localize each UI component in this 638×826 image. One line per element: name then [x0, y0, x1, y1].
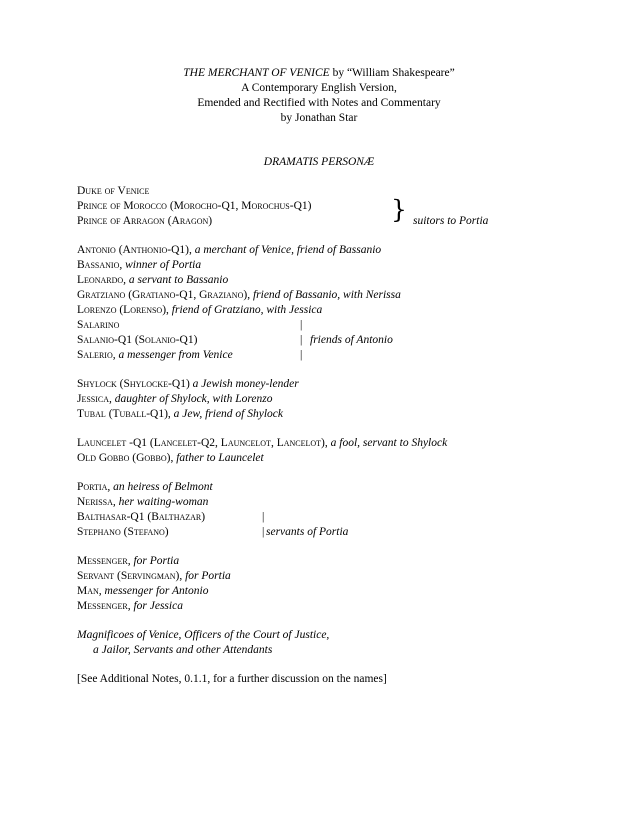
title-line	[0, 66, 638, 81]
additional-notes-reference: [See Additional Notes, 0.1.1, for a further discussion on the names]	[77, 673, 387, 685]
character-salerio	[77, 348, 233, 363]
character-name: Leonardo	[77, 274, 124, 286]
character-balthasar	[77, 510, 205, 525]
suitors-note: suitors to Portia	[413, 215, 489, 227]
character-antonio	[77, 243, 381, 258]
character-alt-names: (Solanio-Q1)	[131, 334, 198, 346]
character-description: a merchant of Venice, friend of Bassanio	[194, 244, 382, 256]
character-alt-names: (Gratiano-Q1, Graziano),	[125, 289, 253, 301]
character-name: Lorenzo	[77, 304, 117, 316]
character-servant	[77, 569, 231, 584]
character-name: Launcelet	[77, 437, 127, 449]
character-description: , an heiress of Belmont	[107, 481, 213, 493]
character-name: Tubal	[77, 408, 106, 420]
by-author: by “William Shakespeare”	[329, 67, 455, 79]
character-name: Messenger	[77, 600, 128, 612]
character-messenger	[77, 554, 179, 569]
character-name: Stephano	[77, 526, 121, 538]
character-leonardo	[77, 273, 228, 288]
character-description: friend of Gratziano, with Jessica	[171, 304, 323, 316]
character-name: Duke of Venice	[77, 185, 150, 197]
character-alt-names: (Aragon)	[164, 215, 213, 227]
character-alt-names: (Stefano)	[120, 526, 169, 538]
character-name: Balthasar-Q1	[77, 511, 145, 523]
play-title: THE MERCHANT OF VENICE	[183, 67, 330, 79]
character-description: , a messenger from Venice	[112, 349, 233, 361]
character-gratziano	[77, 288, 401, 303]
friends-bar: |	[300, 334, 303, 346]
character-jessica	[77, 392, 272, 407]
friends-bar: |	[300, 349, 303, 361]
character-name: Messenger	[77, 555, 128, 567]
character-man	[77, 584, 208, 599]
suitors-brace: }	[391, 195, 407, 224]
character-alt-names: (Morocho-Q1, Morochus-Q1)	[166, 200, 312, 212]
character-morocco	[77, 199, 311, 214]
character-alt-names: -Q1 (Lancelet-Q2, Launcelot, Lancelot),	[126, 437, 331, 449]
attendants-line-1: Magnificoes of Venice, Officers of the Court of Justice,	[77, 629, 330, 641]
character-name: Antonio	[77, 244, 116, 256]
character-name: Man	[77, 585, 99, 597]
character-portia	[77, 480, 213, 495]
character-description: , messenger for Antonio	[98, 585, 209, 597]
character-name: Gratziano	[77, 289, 126, 301]
character-description: , a servant to Bassanio	[123, 274, 229, 286]
subtitle-line: A Contemporary English Version,	[241, 82, 397, 94]
character-tubal	[77, 407, 283, 422]
character-gobbo	[77, 451, 264, 466]
character-messenger-jessica	[77, 599, 183, 614]
servants-bar: |	[262, 511, 265, 523]
character-salarino	[77, 318, 119, 333]
character-launcelet	[77, 436, 447, 451]
character-description: , daughter of Shylock, with Lorenzo	[109, 393, 273, 405]
servants-note: servants of Portia	[266, 526, 349, 538]
servants-bar: |	[262, 526, 265, 538]
character-name: Salarino	[77, 319, 120, 331]
character-name: Jessica	[77, 393, 110, 405]
character-name: Salanio-Q1	[77, 334, 132, 346]
character-shylock	[77, 377, 299, 392]
character-alt-names: (Servingman),	[114, 570, 186, 582]
character-name: Prince of Morocco	[77, 200, 167, 212]
character-description: , for Portia	[127, 555, 180, 567]
character-name: Old Gobbo	[77, 452, 130, 464]
character-arragon	[77, 214, 212, 229]
character-alt-names: (Tuball-Q1),	[105, 408, 174, 420]
character-duke	[77, 184, 149, 199]
character-alt-names: (Anthonio-Q1),	[115, 244, 195, 256]
character-name: Bassanio	[77, 259, 120, 271]
character-description: a Jewish money-lender	[192, 378, 299, 390]
character-name: Servant	[77, 570, 115, 582]
character-description: , her waiting-woman	[112, 496, 209, 508]
character-name: Portia	[77, 481, 108, 493]
section-title: DRAMATIS PERSONÆ	[263, 156, 375, 168]
character-description: a Jew, friend of Shylock	[173, 408, 283, 420]
character-description: father to Launcelet	[176, 452, 264, 464]
character-name: Shylock	[77, 378, 117, 390]
character-alt-names: (Balthazar)	[144, 511, 206, 523]
edition-line: Emended and Rectified with Notes and Commentary	[197, 97, 441, 109]
character-name: Prince of Arragon	[77, 215, 165, 227]
character-alt-names: (Shylocke-Q1)	[116, 378, 193, 390]
character-description: a fool, servant to Shylock	[330, 437, 448, 449]
character-lorenzo	[77, 303, 322, 318]
character-alt-names: (Lorenso),	[116, 304, 172, 316]
character-name: Salerio	[77, 349, 113, 361]
character-description: , winner of Portia	[119, 259, 202, 271]
character-alt-names: (Gobbo),	[129, 452, 177, 464]
friends-note: friends of Antonio	[310, 334, 393, 346]
character-nerissa	[77, 495, 208, 510]
character-description: friend of Bassanio, with Nerissa	[252, 289, 401, 301]
editor-line: by Jonathan Star	[280, 112, 358, 124]
character-bassanio	[77, 258, 201, 273]
character-name: Nerissa	[77, 496, 113, 508]
attendants-line-2: a Jailor, Servants and other Attendants	[93, 644, 273, 656]
friends-bar: |	[300, 319, 303, 331]
character-description: for Portia	[185, 570, 231, 582]
character-description: , for Jessica	[127, 600, 183, 612]
character-salanio	[77, 333, 197, 348]
character-stephano	[77, 525, 169, 540]
